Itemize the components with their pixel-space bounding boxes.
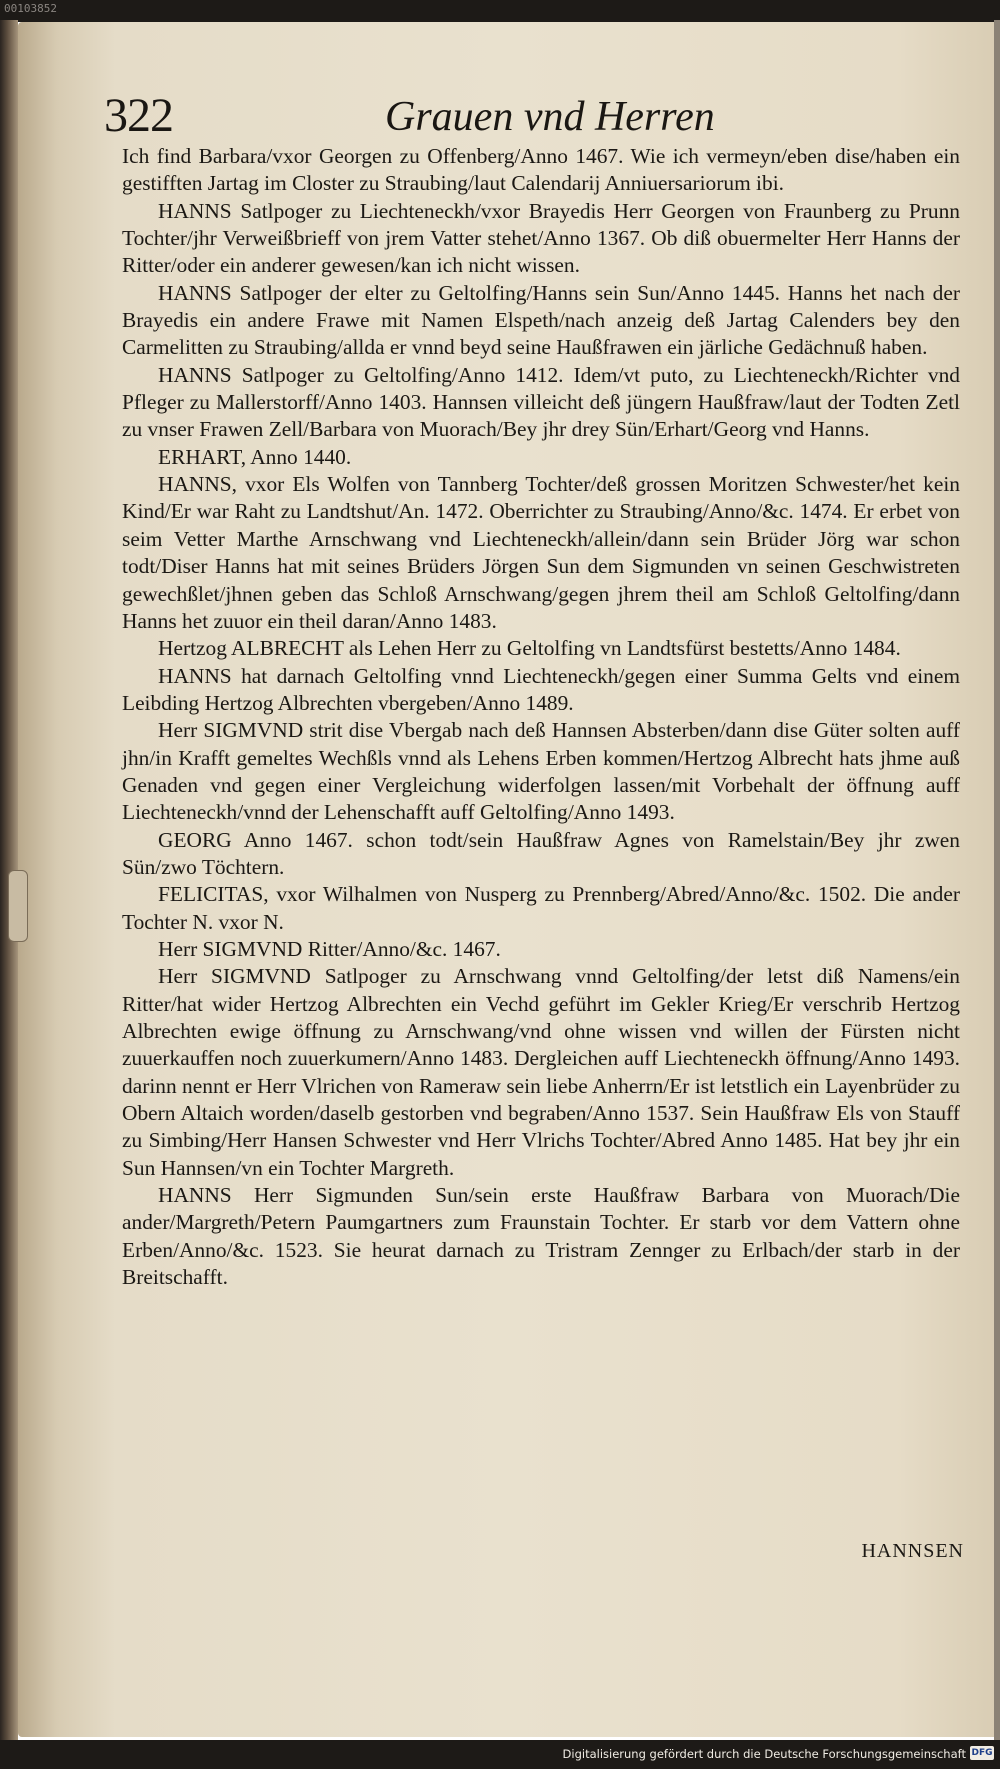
paragraph-5: ERHART, Anno 1440. <box>158 444 352 469</box>
scan-id: 00103852 <box>4 2 57 15</box>
paragraph-3: HANNS Satlpoger der elter zu Geltolfing/Hanns sein Sun/Anno 1445. Hanns het nach der Brayedis ein andere Frawe mit Namen Elspeth/nach anzeig deß Jartag Calenders bey den Carmelitten zu Straubing/allda er vnnd beyd seine Haußfrawen ein järliche Gedächnuß haben. <box>122 280 960 360</box>
funding-credit: Digitalisierung gefördert durch die Deutsche Forschungsgemeinschaft <box>562 1747 966 1761</box>
paragraph-14: HANNS Herr Sigmunden Sun/sein erste Haußfraw Barbara von Muorach/Die ander/Margreth/Petern Paumgartners zum Fraunstain Tochter. Er starb vor dem Vattern ohne Erben/Anno/&c. 1523. Sie heurat darnach zu Tristram Zennger zu Erlbach/der starb in der Breitschafft. <box>122 1183 960 1290</box>
paragraph-9: Herr SIGMVND strit dise Vbergab nach deß Hannsen Absterben/dann dise Güter solten auff jhn/in Krafft gemeltes Wechßls vnnd als Lehens Erben kommen/Hertzog Albrecht hats jhme auß Genaden vnd gegen einer Vergleichung widerfolgen lassen/mit Vorbehalt der öffnung auff Liechteneckh/vnnd der Lehenschafft auff Geltolfing/Anno 1493. <box>122 718 960 825</box>
body-text <box>122 143 960 1291</box>
paragraph-8: HANNS hat darnach Geltolfing vnnd Liechteneckh/gegen einer Summa Gelts vnd einem Leibding Hertzog Albrechten vbergeben/Anno 1489. <box>122 663 960 715</box>
paragraph-6: HANNS, vxor Els Wolfen von Tannberg Tochter/deß grossen Moritzen Schwester/het kein Kind/Er war Raht zu Landtshut/An. 1472. Oberrichter zu Straubing/Anno/&c. 1474. Er erbet von seim Vetter Marthe Arnschwang vnd Liechteneckh/allein/dann sein Brüder Jörg war schon todt/Diser Hanns hat mit seines Brüders Jörgen Sun dem Sigmunden vn seinen Geschwistreten gewechßlet/jhnen geben das Schloß Arnschwang/gegen jhrem theil am Schloß Geltolfing/dann Hanns het zuuor ein theil daran/Anno 1483. <box>122 472 960 633</box>
paragraph-1: Ich find Barbara/vxor Georgen zu Offenberg/Anno 1467. Wie ich vermeyn/eben dise/haben ein gestifften Jartag im Closter zu Straubing/laut Calendarij Anniuersariorum ibi. <box>122 144 960 196</box>
page-clip-marker <box>8 870 28 942</box>
running-head: Grauen vnd Herren <box>385 94 715 140</box>
catchword: HANNSEN <box>861 1540 964 1562</box>
paragraph-11: FELICITAS, vxor Wilhalmen von Nusperg zu Prennberg/Abred/Anno/&c. 1502. Die ander Tochter N. vxor N. <box>122 882 960 934</box>
paragraph-12: Herr SIGMVND Ritter/Anno/&c. 1467. <box>158 936 501 961</box>
paragraph-2: HANNS Satlpoger zu Liechteneckh/vxor Brayedis Herr Georgen von Fraunberg zu Prunn Tochter/jhr Verweißbrieff von jrem Vatter stehet/Anno 1367. Ob diß obuermelter Herr Hanns der Ritter/oder ein anderer gewesen/kan ich nicht wissen. <box>122 198 960 278</box>
scan-header-bar <box>0 0 1000 22</box>
paragraph-10: GEORG Anno 1467. schon todt/sein Haußfraw Agnes von Ramelstain/Bey jhr zwen Sün/zwo Töchtern. <box>122 827 960 879</box>
footer-bar <box>0 1740 1000 1769</box>
paragraph-4: HANNS Satlpoger zu Geltolfing/Anno 1412. Idem/vt puto, zu Liechteneckh/Richter vnd Pfleger zu Mallerstorff/Anno 1403. Hannsen villeicht deß jüngern Haußfraw/laut der Todten Zetl zu vnser Frawen Zell/Barbara von Muorach/Bey jhr drey Sün/Erhart/Georg vnd Hanns. <box>122 362 960 442</box>
paragraph-13: Herr SIGMVND Satlpoger zu Arnschwang vnnd Geltolfing/der letst diß Namens/ein Ritter/hat wider Hertzog Albrechten ein Vechd geführt im Gekler Krieg/Er verschrib Hertzog Albrechten ewige öffnung zu Arnschwang/vnd ohne wissen vnd willen der Fürsten nicht zuuerkauffen noch zuuerkumern/Anno 1483. Dergleichen auff Liechteneckh öffnung/Anno 1493. darinn nennt er Herr Vlrichen von Rameraw sein liebe Anherrn/Er ist letstlich ein Layenbrüder zu Obern Altaich worden/daselb gestorben vnd begraben/Anno 1537. Sein Haußfraw Els von Stauff zu Simbing/Herr Hansen Schwester vnd Herr Vlrichs Tochter/Abred Anno 1485. Hat bey jhr ein Sun Hannsen/vn ein Tochter Margreth. <box>122 964 960 1180</box>
page-number: 322 <box>104 89 173 142</box>
page-right-edge <box>994 20 1000 1740</box>
dfg-logo: DFG <box>971 1748 993 1758</box>
paragraph-7: Hertzog ALBRECHT als Lehen Herr zu Geltolfing vn Landtsfürst bestetts/Anno 1484. <box>158 636 901 661</box>
